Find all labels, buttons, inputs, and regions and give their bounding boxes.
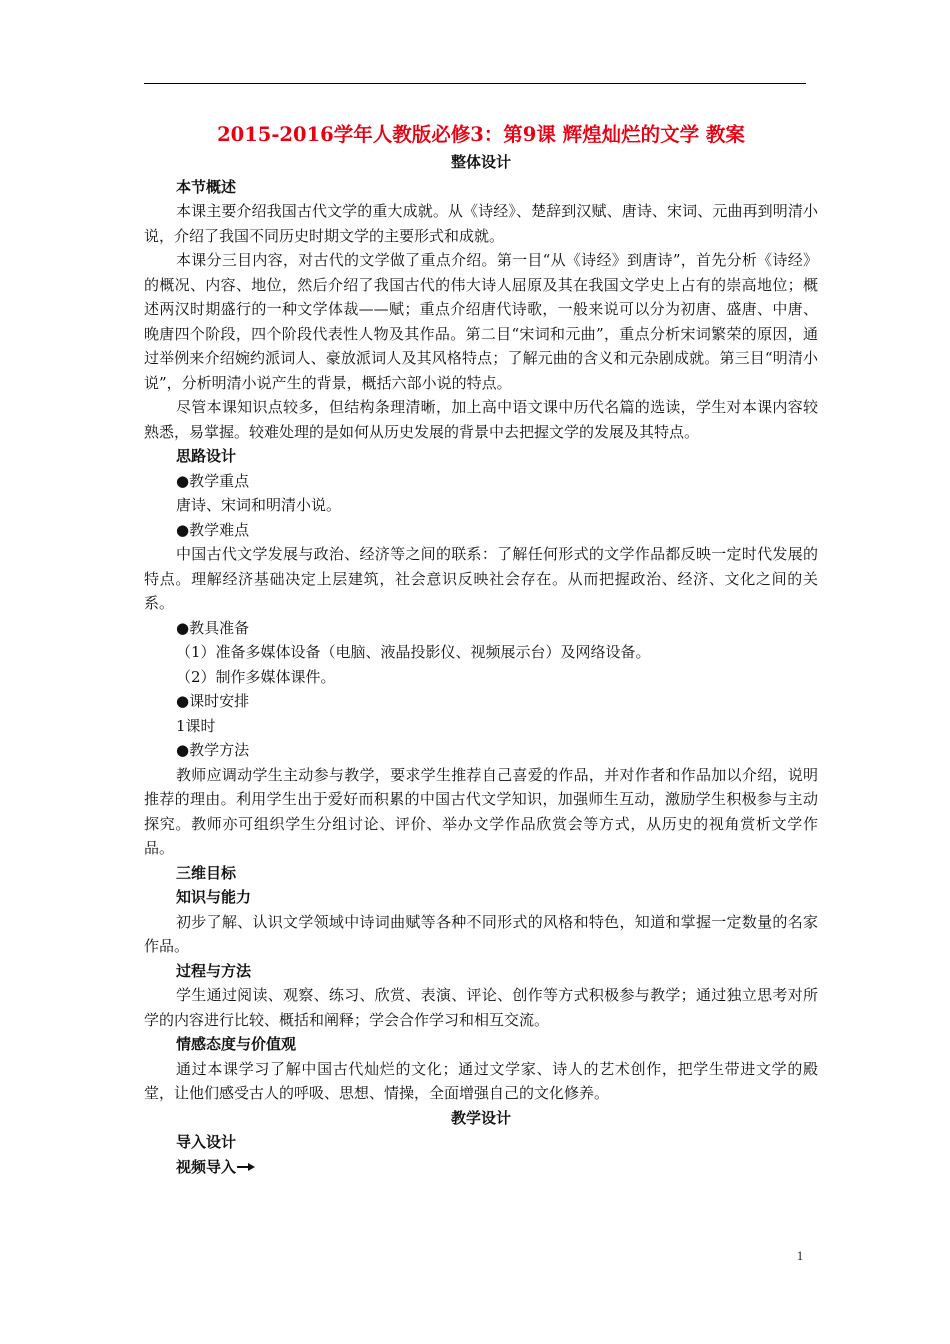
tools-item-2: （2）制作多媒体课件。 [176,667,336,686]
difficulties-text: 中国古代文学发展与政治、经济等之间的联系：了解任何形式的文学作品都反映一定时代发展的特点。理解经济基础决定上层建筑，社会意识反映社会存在。从而把握政治、经济、文化之间的关系。 [144,545,818,612]
overview-paragraph-3: 尽管本课知识点较多，但结构条理清晰，加上高中语文课中历代名篇的选读，学生对本课内容较熟悉，易掌握。较难处理的是如何从历史发展的背景中去把握文学的发展及其特点。 [144,398,818,441]
document-body [144,120,818,1179]
knowledge-heading: 知识与能力 [176,888,252,906]
overview-paragraph-1: 本课主要介绍我国古代文学的重大成就。从《诗经》、楚辞到汉赋、唐诗、宋词、元曲再到明清小说，介绍了我国不同历史时期文学的主要形式和成就。 [144,202,818,245]
page-number: 1 [796,1248,804,1263]
tools-label: ●教具准备 [176,618,250,637]
process-heading: 过程与方法 [176,961,252,980]
methods-text: 教师应调动学生主动参与教学，要求学生推荐自己喜爱的作品，并对作者和作品加以介绍，说明推荐的理由。利用学生出于爱好而积累的中国古代文学知识，加强师生互动，激励学生积极参与主动探究。教师亦可组织学生分组讨论、评价、举办文学作品欣赏会等方式，从历史的视角赏析文学作品。 [144,765,818,857]
attitude-heading: 情感态度与价值观 [176,1035,297,1053]
section-teaching-heading: 教学设计 [450,1108,511,1127]
difficulties-label: ●教学难点 [176,520,250,539]
attitude-text: 通过本课学习了解中国古代灿烂的文化；通过文学家、诗人的艺术创作，把学生带进文学的殿堂，让他们感受古人的呼吸、思想、情操，全面增强自己的文化修养。 [144,1059,818,1102]
key-points-label: ●教学重点 [176,471,250,490]
schedule-label: ●课时安排 [176,692,250,710]
process-text: 学生通过阅读、观察、练习、欣赏、表演、评论、创作等方式积极参与教学；通过独立思考对所学的内容进行比较、概括和阐释；学会合作学习和相互交流。 [144,986,818,1029]
goals-heading: 三维目标 [176,863,237,882]
overview-heading: 本节概述 [176,177,237,196]
intro-video-label: 视频导入 [176,1157,237,1176]
overview-paragraph-2: 本课分三目内容，对古代的文学做了重点介绍。第一目“从《诗经》到唐诗”，首先分析《诗经》的概况、内容、地位，然后介绍了我国古代的伟大诗人屈原及其在我国文学史上占有的崇高地位；概述两汉时期盛行的一种文学体裁——赋；重点介绍唐代诗歌，一般来说可以分为初唐、盛唐、中唐、晚唐四个阶段，四个阶段代表性人物及其作品。第二目“宋词和元曲”，重点分析宋词繁荣的原因，通过举例来介绍婉约派词人、豪放派词人及其风格特点；了解元曲的含义和元杂剧成就。第三目“明清小说”，分析明清小说产生的背景，概括六部小说的特点。 [144,251,818,392]
knowledge-text: 初步了解、认识文学领域中诗词曲赋等各种不同形式的风格和特色，知道和掌握一定数量的名家作品。 [144,912,818,955]
schedule-text: 1课时 [176,716,216,735]
arrow-right-icon [237,1155,255,1180]
methods-label: ●教学方法 [176,741,250,759]
key-points-text: 唐诗、宋词和明清小说。 [176,496,342,514]
design-heading: 思路设计 [176,447,237,465]
intro-video-line [144,1155,818,1180]
document-title: 2015-2016学年人教版必修3：第9课 辉煌灿烂的文学 教案 [217,123,745,146]
header-rule [144,83,806,84]
intro-heading: 导入设计 [176,1133,237,1151]
tools-item-1: （1）准备多媒体设备（电脑、液晶投影仪、视频展示台）及网络设备。 [176,643,651,661]
section-overall-heading: 整体设计 [450,153,511,171]
